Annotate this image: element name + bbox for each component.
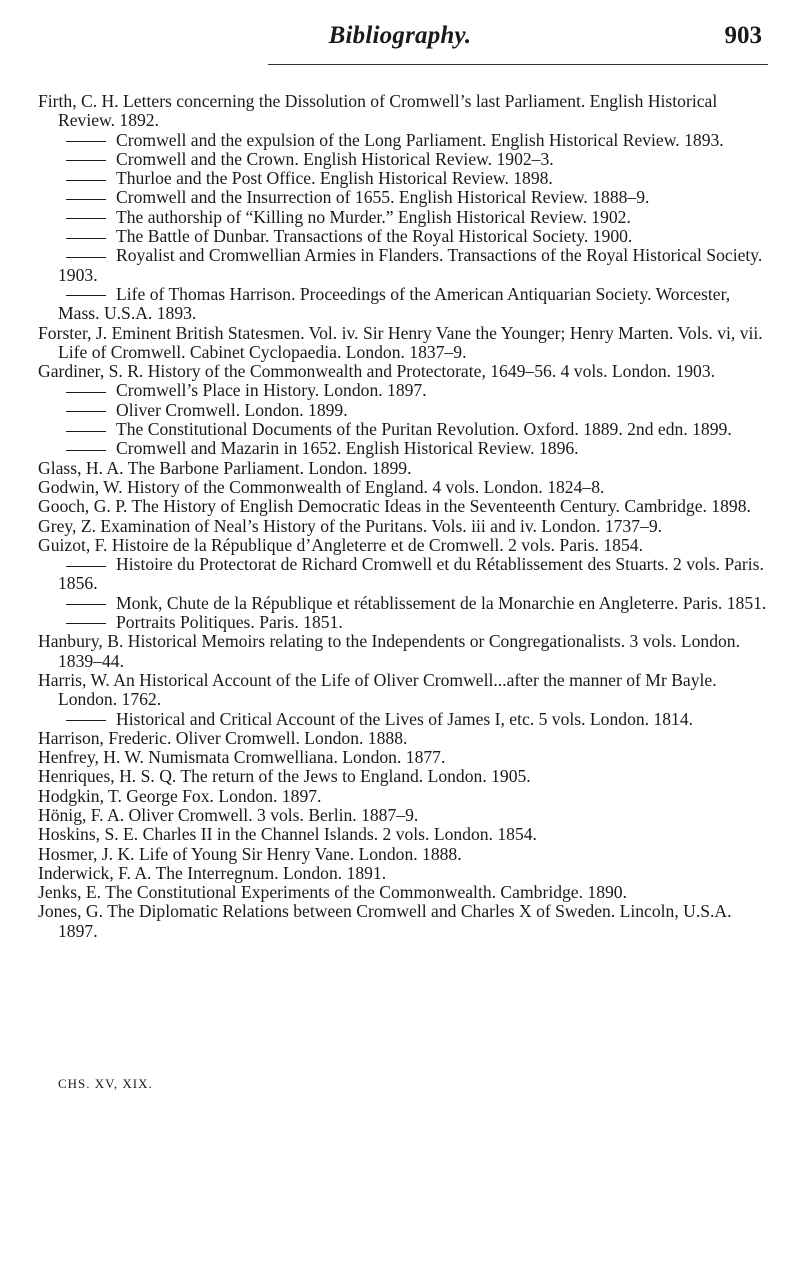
bibliography-entry [38, 362, 768, 381]
entry-text: The Constitutional Documents of the Puritan Revolution. Oxford. 1889. 2nd edn. 1899. [116, 419, 732, 440]
bibliography-entry [38, 825, 768, 844]
bibliography-entry [38, 459, 768, 478]
entry-text: The Battle of Dunbar. Transactions of the Royal Historical Society. 1900. [116, 226, 633, 247]
entry-text: Forster, J. Eminent British Statesmen. Vol. iv. Sir Henry Vane the Younger; Henry Marten. Vols. vi, vii. Life of Cromwell. Cabinet Cyclopaedia. London. 1837–9. [38, 322, 763, 362]
bibliography-entry [38, 536, 768, 555]
bibliography-entry-continuation [38, 555, 768, 594]
signature-mark: CHS. XV, XIX. [58, 1076, 153, 1091]
bibliography-entry [38, 671, 768, 710]
running-head [0, 22, 800, 62]
ditto-dash [66, 392, 106, 393]
entry-text: Portraits Politiques. Paris. 1851. [116, 612, 343, 633]
bibliography-entry-continuation [38, 439, 768, 458]
bibliography-entry-continuation [38, 131, 768, 150]
entry-text: Cromwell’s Place in History. London. 1897. [116, 380, 427, 401]
entry-text: Historical and Critical Account of the Lives of James I, etc. 5 vols. London. 1814. [116, 708, 694, 729]
bibliography-entry [38, 767, 768, 786]
entry-text: Jones, G. The Diplomatic Relations between Cromwell and Charles X of Sweden. Lincoln, U.S.A. 1897. [38, 901, 732, 941]
bibliography-entry-continuation [38, 150, 768, 169]
entry-text: Cromwell and the expulsion of the Long Parliament. English Historical Review. 1893. [116, 129, 724, 150]
bibliography-entry [38, 787, 768, 806]
entry-text: Life of Thomas Harrison. Proceedings of the American Antiquarian Society. Worcester, Mass. U.S.A. 1893. [58, 283, 731, 324]
ditto-dash [66, 141, 106, 142]
bibliography-entry [38, 497, 768, 516]
bibliography-entry-continuation [38, 401, 768, 420]
entry-text: Hoskins, S. E. Charles II in the Channel Islands. 2 vols. London. 1854. [38, 824, 537, 845]
entry-text: Hanbury, B. Historical Memoirs relating to the Independents or Congregationalists. 3 vols. London. 1839–44. [38, 631, 740, 671]
entry-text: Royalist and Cromwellian Armies in Flanders. Transactions of the Royal Historical Society. 1903. [58, 245, 763, 285]
header-rule [268, 64, 768, 65]
ditto-dash [66, 411, 106, 412]
bibliography-entry-continuation [38, 285, 768, 324]
entry-text: Guizot, F. Histoire de la République d’Angleterre et de Cromwell. 2 vols. Paris. 1854. [38, 534, 643, 555]
bibliography-entry [38, 517, 768, 536]
ditto-dash [66, 238, 106, 239]
bibliography-entry [38, 729, 768, 748]
entry-text: Harris, W. An Historical Account of the Life of Oliver Cromwell...after the manner of Mr Bayle. London. 1762. [38, 669, 717, 710]
entry-text: Henfrey, H. W. Numismata Cromwelliana. London. 1877. [38, 747, 446, 768]
bibliography-entry [38, 748, 768, 767]
entry-text: Grey, Z. Examination of Neal’s History of the Puritans. Vols. iii and iv. London. 1737–9. [38, 515, 663, 536]
entry-text: Hönig, F. A. Oliver Cromwell. 3 vols. Berlin. 1887–9. [38, 804, 419, 825]
entry-text: Hodgkin, T. George Fox. London. 1897. [38, 785, 322, 806]
entry-text: Godwin, W. History of the Commonwealth of England. 4 vols. London. 1824–8. [38, 476, 605, 497]
bibliography-entry [38, 92, 768, 131]
entry-text: Jenks, E. The Constitutional Experiments of the Commonwealth. Cambridge. 1890. [38, 882, 627, 903]
running-title: Bibliography. [328, 22, 472, 49]
entry-text: Oliver Cromwell. London. 1899. [116, 399, 348, 420]
ditto-dash [66, 720, 106, 721]
entry-text: Cromwell and Mazarin in 1652. English Historical Review. 1896. [116, 438, 579, 459]
entry-text: Henriques, H. S. Q. The return of the Jews to England. London. 1905. [38, 766, 531, 787]
entry-text: Histoire du Protectorat de Richard Cromwell et du Rétablissement des Stuarts. 2 vols. Paris. 1856. [58, 554, 764, 594]
entry-text: The authorship of “Killing no Murder.” English Historical Review. 1902. [116, 206, 631, 227]
bibliography-entry-continuation [38, 381, 768, 400]
bibliography-entry-continuation [38, 594, 768, 613]
ditto-dash [66, 431, 106, 432]
entry-text: Cromwell and the Insurrection of 1655. English Historical Review. 1888–9. [116, 187, 650, 208]
ditto-dash [66, 180, 106, 181]
ditto-dash [66, 623, 106, 624]
bibliography-entry [38, 478, 768, 497]
bibliography-entry-continuation [38, 420, 768, 439]
bibliography-entry-continuation [38, 208, 768, 227]
bibliography-entry [38, 883, 768, 902]
bibliography-entry [38, 864, 768, 883]
bibliography-entry [38, 324, 768, 363]
entry-text: Inderwick, F. A. The Interregnum. London. 1891. [38, 862, 387, 883]
bibliography-entry-continuation [38, 169, 768, 188]
page-number: 903 [724, 22, 762, 49]
bibliography-entry-continuation [38, 710, 768, 729]
entry-text: Glass, H. A. The Barbone Parliament. London. 1899. [38, 457, 412, 478]
ditto-dash [66, 257, 106, 258]
entry-text: Cromwell and the Crown. English Historical Review. 1902–3. [116, 148, 554, 169]
entry-text: Gardiner, S. R. History of the Commonwealth and Protectorate, 1649–56. 4 vols. London. 1903. [38, 361, 716, 382]
ditto-dash [66, 218, 106, 219]
bibliography-entry-continuation [38, 246, 768, 285]
bibliography-entry-continuation [38, 188, 768, 207]
entry-text: Hosmer, J. K. Life of Young Sir Henry Vane. London. 1888. [38, 843, 462, 864]
bibliography-entry-continuation [38, 613, 768, 632]
ditto-dash [66, 604, 106, 605]
ditto-dash [66, 566, 106, 567]
ditto-dash [66, 160, 106, 161]
entry-text: Monk, Chute de la République et rétablissement de la Monarchie en Angleterre. Paris. 1851. [116, 592, 767, 613]
entry-text: Gooch, G. P. The History of English Democratic Ideas in the Seventeenth Century. Cambridge. 1898. [38, 496, 751, 517]
ditto-dash [66, 295, 106, 296]
bibliography-entry [38, 806, 768, 825]
entry-text: Thurloe and the Post Office. English Historical Review. 1898. [116, 168, 553, 189]
ditto-dash [66, 199, 106, 200]
bibliography-entry [38, 632, 768, 671]
entry-text: Harrison, Frederic. Oliver Cromwell. London. 1888. [38, 727, 408, 748]
bibliography-entry-continuation [38, 227, 768, 246]
bibliography-entry [38, 845, 768, 864]
bibliography-list [38, 92, 768, 941]
entry-text: Firth, C. H. Letters concerning the Dissolution of Cromwell’s last Parliament. English Historical Review. 1892. [38, 91, 718, 131]
bibliography-entry [38, 902, 768, 941]
ditto-dash [66, 450, 106, 451]
